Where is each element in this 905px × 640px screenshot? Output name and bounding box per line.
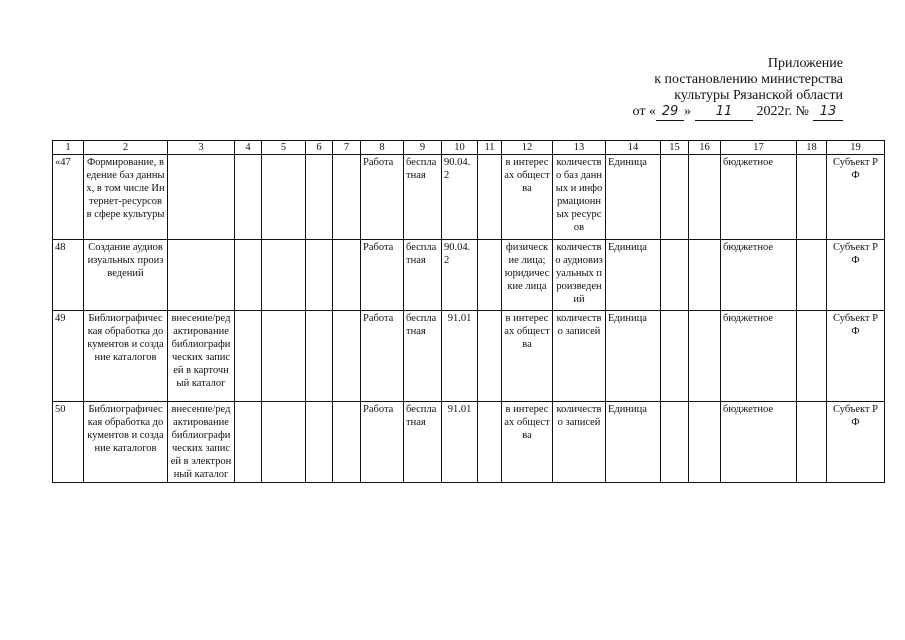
table-cell: 91.01 [442,402,478,483]
col-header: 2 [84,141,168,155]
col-header: 6 [306,141,333,155]
col-header: 18 [797,141,827,155]
table-cell [661,155,689,240]
table-cell [235,240,262,311]
table-cell: Формирование, ведение баз данных, в том числе Интернет-ресурсов в сфере культуры [84,155,168,240]
date-mid: » [683,104,691,119]
table-cell: внесение/редактирование библиографических записей в карточный каталог [168,311,235,402]
table-cell: Работа [361,240,404,311]
table-cell: количество баз данных и информационных ресурсов [553,155,606,240]
table-cell [797,240,827,311]
table-cell [689,240,721,311]
services-table [52,140,885,483]
col-header: 13 [553,141,606,155]
table-cell [478,402,502,483]
table-cell: Единица [606,402,661,483]
table-cell: Единица [606,311,661,402]
table-cell [262,311,306,402]
col-header: 7 [333,141,361,155]
table-cell: бесплатная [404,240,442,311]
header-line-appendix: Приложение [767,56,843,71]
doc-number-handwritten: 13 [813,104,843,121]
col-header: 17 [721,141,797,155]
table-cell: бюджетное [721,155,797,240]
table-cell [262,402,306,483]
table-cell: Единица [606,155,661,240]
table-cell [306,240,333,311]
table-cell [661,311,689,402]
table-cell: 90.04.2 [442,155,478,240]
col-header: 1 [53,141,84,155]
table-cell: в интересах общества [502,311,553,402]
table-cell: Работа [361,402,404,483]
table-cell: Единица [606,240,661,311]
table-cell [689,155,721,240]
table-cell: количество записей [553,311,606,402]
table-cell: бюджетное [721,311,797,402]
table-cell: 90.04.2 [442,240,478,311]
col-header: 10 [442,141,478,155]
date-prefix: от « [632,104,656,119]
col-header: 9 [404,141,442,155]
table-row [53,311,885,402]
table-row [53,402,885,483]
col-header: 16 [689,141,721,155]
table-cell: бесплатная [404,402,442,483]
header-line-decree: к постановлению министерства [654,72,843,87]
table-cell [333,155,361,240]
table-cell [235,402,262,483]
header-line-ministry: культуры Рязанской области [674,88,843,103]
table-cell: бюджетное [721,240,797,311]
table-cell: Работа [361,155,404,240]
table-cell [333,311,361,402]
document-header [633,56,843,121]
table-cell: в интересах общества [502,155,553,240]
table-cell: 50 [53,402,84,483]
table-cell: Субъект РФ [827,311,885,402]
table-cell: Работа [361,311,404,402]
table-cell [333,240,361,311]
table-cell: 49 [53,311,84,402]
table-cell [478,155,502,240]
table-cell [797,155,827,240]
table-cell [661,240,689,311]
table-cell: физические лица; юридические лица [502,240,553,311]
table-cell [689,311,721,402]
date-month-handwritten: 11 [695,104,753,121]
col-header: 14 [606,141,661,155]
table-cell [306,402,333,483]
table-cell [262,155,306,240]
table-cell [478,240,502,311]
table-cell: 48 [53,240,84,311]
table-row [53,240,885,311]
table-cell [168,155,235,240]
date-day-handwritten: 29 [656,104,684,121]
table-cell [235,155,262,240]
table-cell [797,402,827,483]
table-cell [333,402,361,483]
table-cell [689,402,721,483]
header-date-line [633,104,843,121]
table-cell [168,240,235,311]
table-cell: Создание аудиовизуальных произведений [84,240,168,311]
col-header: 3 [168,141,235,155]
table-cell: в интересах общества [502,402,553,483]
table-cell [306,155,333,240]
table-cell [235,311,262,402]
col-header: 4 [235,141,262,155]
table-cell: бесплатная [404,311,442,402]
col-header: 15 [661,141,689,155]
table-cell: Субъект РФ [827,240,885,311]
table-cell: Субъект РФ [827,402,885,483]
table-cell [478,311,502,402]
col-header: 8 [361,141,404,155]
table-cell [262,240,306,311]
table-cell [306,311,333,402]
table-cell [661,402,689,483]
table-cell [797,311,827,402]
col-header: 19 [827,141,885,155]
table-cell: бесплатная [404,155,442,240]
table-cell: Библиографическая обработка документов и создание каталогов [84,311,168,402]
col-header: 5 [262,141,306,155]
table-cell: внесение/редактирование библиографических записей в электронный каталог [168,402,235,483]
col-header: 11 [478,141,502,155]
column-number-row [53,141,885,155]
table-cell: Субъект РФ [827,155,885,240]
table-row [53,155,885,240]
table-cell: количество аудиовизуальных произведений [553,240,606,311]
date-year: 2022г. № [756,104,809,119]
table-cell: Библиографическая обработка документов и создание каталогов [84,402,168,483]
table-cell: количество записей [553,402,606,483]
col-header: 12 [502,141,553,155]
table-cell: 91.01 [442,311,478,402]
table-cell: бюджетное [721,402,797,483]
table-cell: «47 [53,155,84,240]
